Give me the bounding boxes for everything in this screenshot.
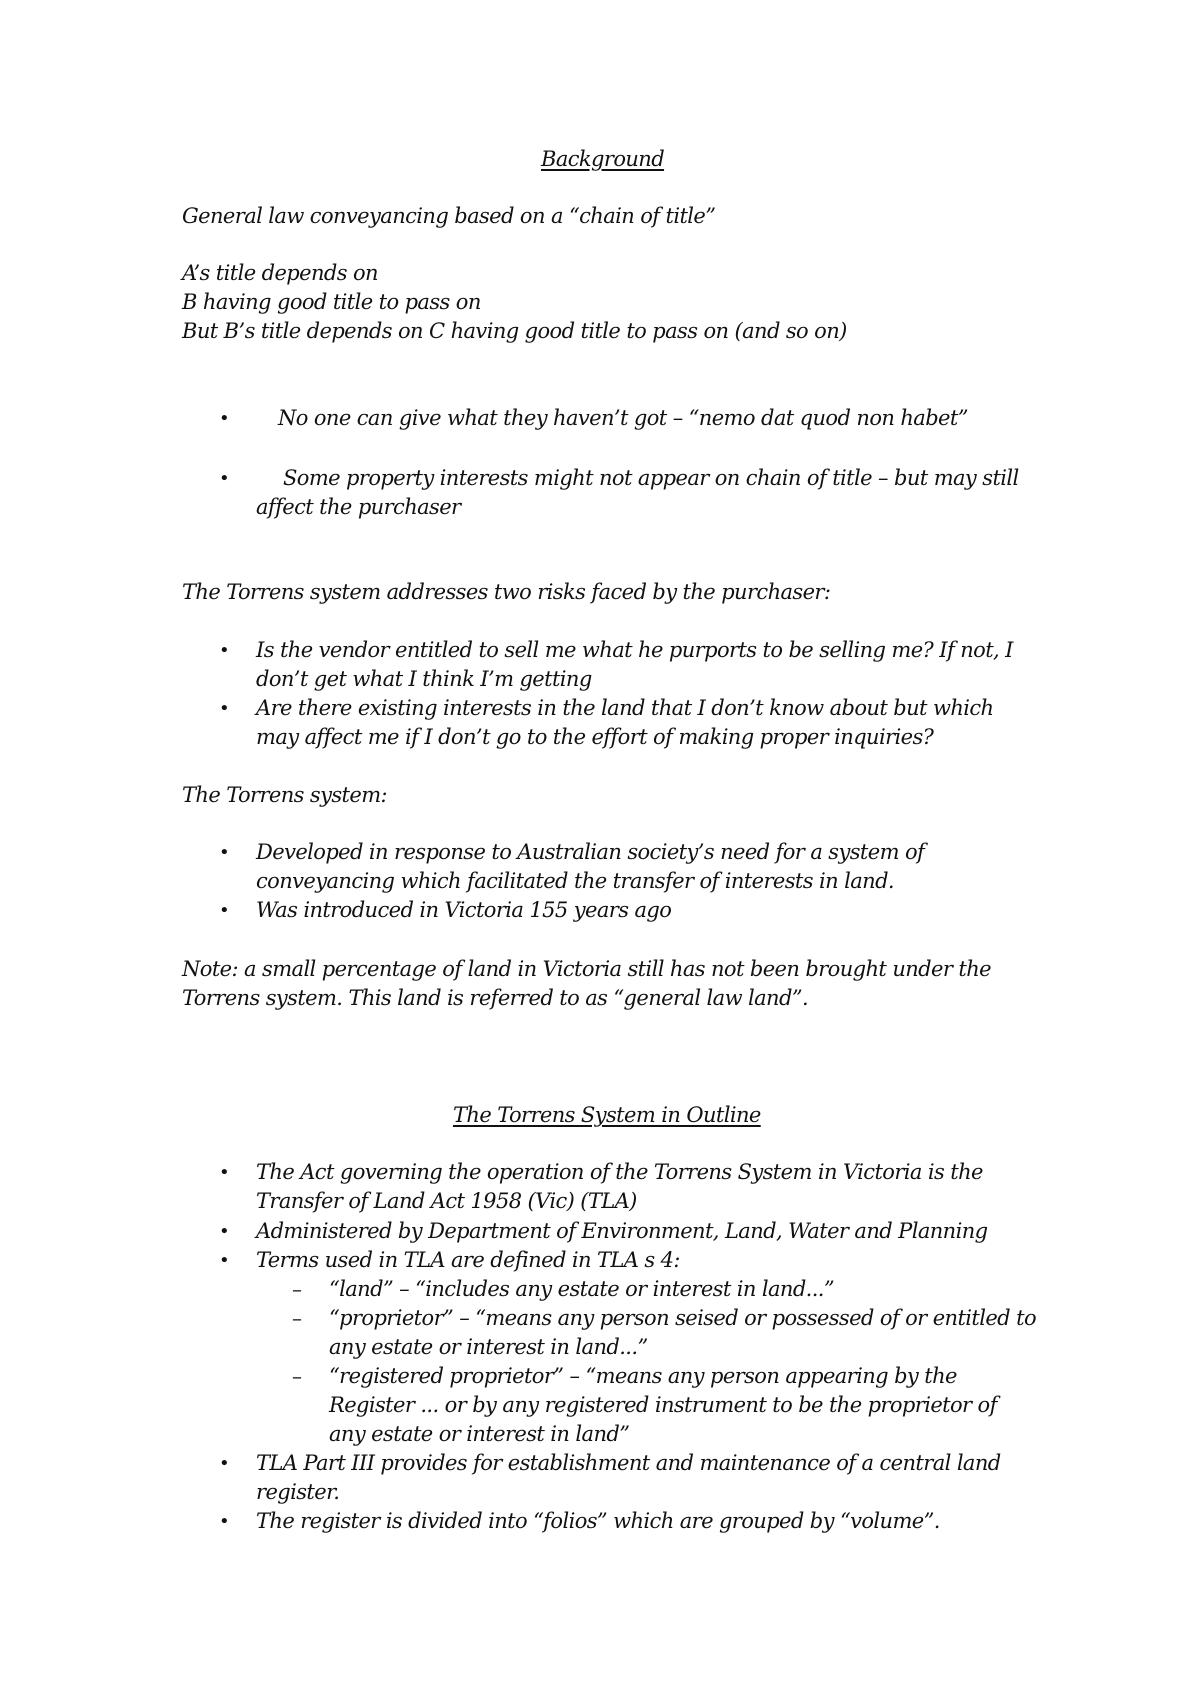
definition-text: any estate or interest in land...” (329, 1335, 648, 1359)
torrens-point-text: conveyancing which facilitated the transfer of interests in land. (256, 869, 894, 893)
bullet-icon: • (219, 842, 230, 863)
risk-bullet-text: affect the purchaser (256, 495, 461, 519)
dash-icon: – (292, 1277, 302, 1301)
torrens-intro: The Torrens system: (182, 783, 388, 807)
torrens-risk-text: Are there existing interests in the land that I don’t know about but which (256, 696, 994, 720)
risk-bullet-text: Some property interests might not appear on chain of title – but may still (283, 466, 1019, 490)
note-text: Note: a small percentage of land in Victoria still has not been brought under the (182, 957, 991, 981)
bullet-icon: • (219, 900, 230, 921)
chain-line: A’s title depends on (182, 261, 378, 285)
bullet-icon: • (219, 640, 230, 661)
register-bullet-text: TLA Part III provides for establishment and maintenance of a central land (256, 1451, 1001, 1475)
note-text: Torrens system. This land is referred to as “general law land”. (182, 986, 809, 1010)
dash-icon: – (292, 1306, 302, 1330)
outline-bullet-text: Transfer of Land Act 1958 (Vic) (TLA) (256, 1189, 637, 1213)
torrens-risk-text: Is the vendor entitled to sell me what he purports to be selling me? If not, I (256, 638, 1013, 662)
definition-text: any estate or interest in land” (329, 1422, 630, 1446)
bullet-icon: • (219, 468, 230, 489)
definition-text: Register ... or by any registered instrument to be the proprietor of (329, 1393, 997, 1417)
bullet-icon: • (219, 1250, 230, 1271)
chain-line: But B’s title depends on C having good title to pass on (and so on) (182, 319, 847, 343)
outline-bullet-text: Terms used in TLA are defined in TLA s 4: (256, 1248, 680, 1272)
torrens-risk-text: may affect me if I don’t go to the effort of making proper inquiries? (256, 725, 934, 749)
bullet-icon: • (219, 1221, 230, 1242)
bullet-icon: • (219, 1162, 230, 1183)
torrens-point-text: Was introduced in Victoria 155 years ago (256, 898, 672, 922)
dash-icon: – (292, 1364, 302, 1388)
definition-text: “registered proprietor” – “means any person appearing by the (329, 1364, 957, 1388)
outline-heading: The Torrens System in Outline (453, 1103, 761, 1127)
outline-bullet-text: The Act governing the operation of the Torrens System in Victoria is the (256, 1160, 983, 1184)
definition-text: “proprietor” – “means any person seised or possessed of or entitled to (329, 1306, 1036, 1330)
bullet-icon: • (219, 698, 230, 719)
register-bullet-text: The register is divided into “folios” which are grouped by “volume”. (256, 1509, 940, 1533)
chain-line: B having good title to pass on (182, 290, 481, 314)
torrens-risk-text: don’t get what I think I’m getting (256, 667, 592, 691)
bullet-icon: • (219, 1511, 230, 1532)
torrens-risks-intro: The Torrens system addresses two risks faced by the purchaser: (182, 580, 831, 604)
bullet-icon: • (219, 408, 230, 429)
register-bullet-text: register. (256, 1480, 340, 1504)
bullet-icon: • (219, 1453, 230, 1474)
risk-bullet-text: No one can give what they haven’t got – “nemo dat quod non habet” (278, 406, 968, 430)
background-heading: Background (541, 147, 665, 171)
definition-text: “land” – “includes any estate or interest in land...” (329, 1277, 835, 1301)
chain-intro: General law conveyancing based on a “chain of title” (182, 204, 716, 228)
outline-bullet-text: Administered by Department of Environment, Land, Water and Planning (256, 1219, 988, 1243)
torrens-point-text: Developed in response to Australian society’s need for a system of (256, 840, 925, 864)
